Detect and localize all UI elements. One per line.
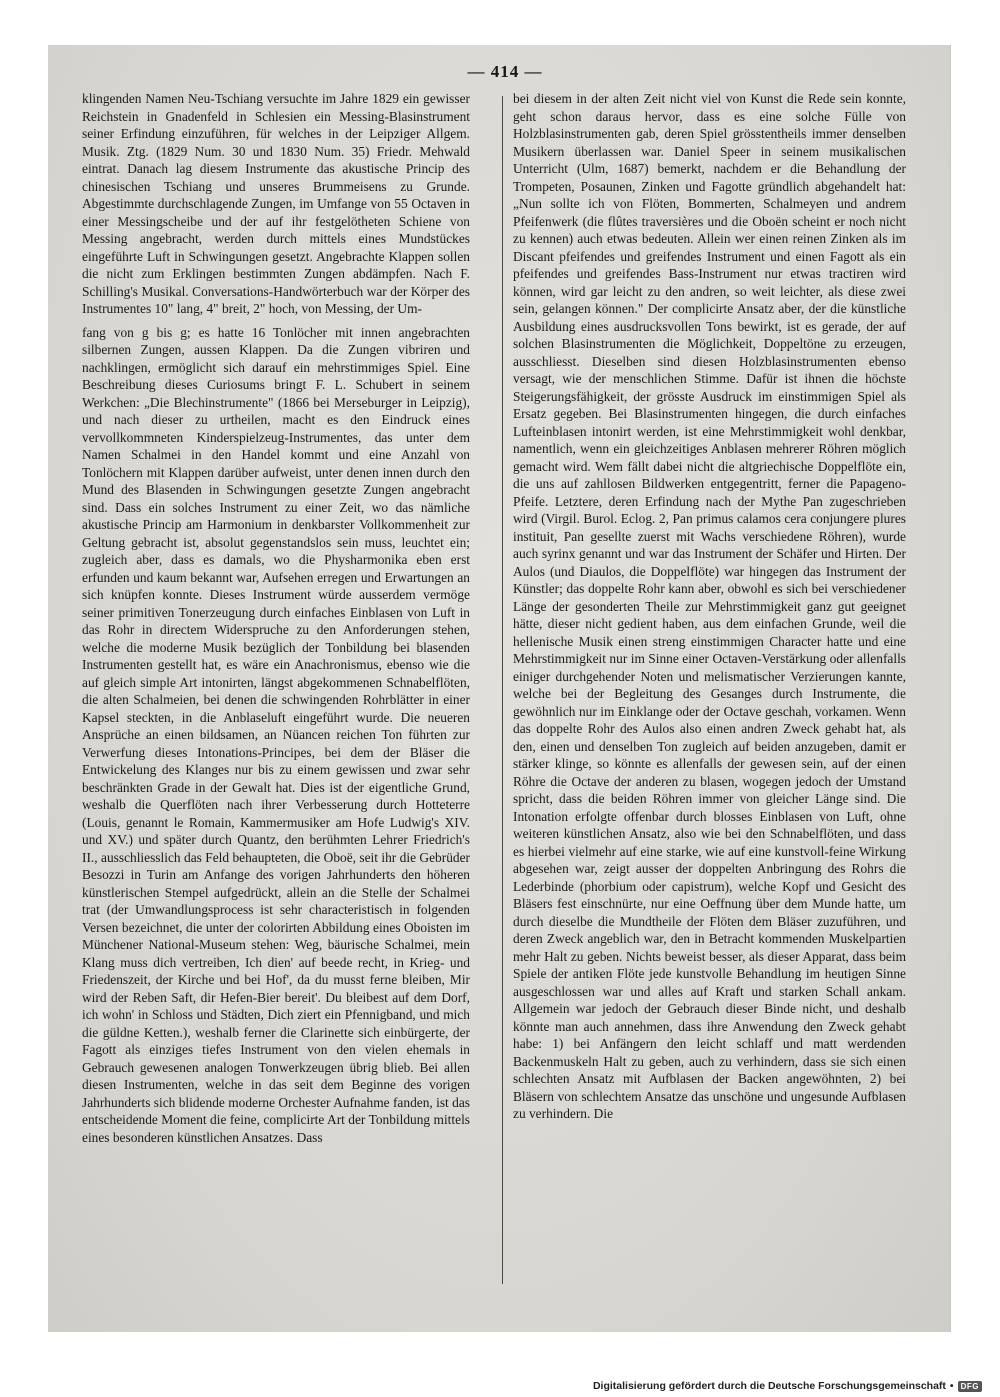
dfg-logo-icon: DFG	[958, 1381, 982, 1392]
page-number: — 414 —	[467, 62, 543, 81]
right-column	[513, 90, 906, 1123]
right-paragraph-1: bei diesem in der alten Zeit nicht viel von Kunst die Rede sein konnte, geht schon daraus hervor, dass es eine solche Fülle von Holzblasinstrumenten gab, deren Spiel grösstentheils immer denselben Musikern überlassen war. Daniel Speer in seinem musikalischen Unterricht (Ulm, 1687) bemerkt, nachdem er die Behandlung der Trompeten, Posaunen, Zinken und Fagotte gründlich abgehandelt hat: „Nun sollte ich von Flöten, Bommerten, Schalmeyen und andrem Pfeifenwerk (die flûtes traversières und die Oboën scheint er noch nicht zu kennen) auch etwas bedeuten. Allein wer einen reinen Zinken als im Discant pfeifendes und greifendes Instrument und einen Fagott als ein pfeifendes und greifendes Bass-Instrument nur etwas tractiren wird können, wird gar leicht zu den andren, so weit leichter, als diese zwei sein, gelangen können." Der complicirte Ansatz aber, der die künstliche Ausbildung eines ausdrucksvollen Tons bewirkt, ist es gerade, der auf solchen Blasinstrumenten die Möglichkeit, Doppeltöne zu erzeugen, ausschliesst. Dieselben sind diesen Holzblasinstrumenten ebenso versagt, wie der menschlichen Stimme. Dafür ist ihnen die höchste Steigerungsfähigkeit, der grösste Ausdruck im einstimmigen Spiel als Ersatz gegeben. Bei Blasinstrumenten hingegen, die durch einfaches Lufteinblasen intonirt werden, ist eine Mehrstimmigkeit wohl denkbar, namentlich, wenn ein gleichzeitiges Anblasen mehrerer Röhren möglich gemacht wird. Wem fällt dabei nicht die altgriechische Doppelflöte ein, die uns auf zahllosen Bildwerken entgegentritt, ferner die Papageno-Pfeife. Letztere, deren Erfindung nach der Mythe Pan zugeschrieben wird (Virgil. Burol. Eclog. 2, Pan primus calamos cera conjungere plures instituit, Pan gesellte zuerst mit Wachs verschiedene Röhren), wurde auch syrinx genannt und war das Instrument der Schäfer und Hirten. Der Aulos (und Diaulos, die Doppelflöte) war hingegen das Instrument der Künstler; das doppelte Rohr kann aber, obwohl es sich bei verschiedener Länge der gesonderten Theile zur Mehrstimmigkeit ganz gut geeignet hätte, dieser nicht gedient haben, aus dem einfachen Grunde, weil die hellenische Musik einen streng einstimmigen Character hatte und eine Mehrstimmigkeit nur im Sinne einer Octaven-Verstärkung oder allenfalls einiger durchgehender Noten und melismatischer Verzierungen kannte, welche bei der Begleitung des Gesanges durch Instrumente, die gewöhnlich nur im Einklange oder der Octave geschah, vorkamen. Wenn das doppelte Rohr des Aulos also einen andren Zweck gehabt hat, als den, einen und denselben Ton zugleich auf beiden anzugeben, damit er stärker klinge, so könnte es allenfalls der gewesen sein, auf der einen Röhre die Octave der anderen zu blasen, wogegen jedoch der Umstand spricht, dass die beiden Röhren immer von gleicher Länge sind. Die Intonation erfolgte offenbar durch blosses Einblasen von Luft, ohne weiteren künstlichen Ansatz, also wie bei den Schnabelflöten, und dass es hierbei vielmehr auf eine starke, wie auf eine kunstvoll-feine Wirkung abgesehen war, zeigt ausser der doppelten Anbringung des Rohrs die Lederbinde (phorbium oder capistrum), welche Kopf und Gesicht des Bläsers fest einschnürte, nur eine Oeffnung über dem Munde hatte, um durch dieselbe die Mundtheile der Flöten dem Bläser zuzuführen, und deren Zweck angeblich war, den in Betracht kommenden Muskelpartien mehr Halt zu geben. Nichts beweist besser, als dieser Apparat, dass beim Spiele der antiken Flöte jede kunstvolle Behandlung im heutigen Sinne ausgeschlossen war und alles auf Kraft und starken Schall ankam. Allgemein war jedoch der Gebrauch dieser Binde nicht, und deshalb könnte man auch annehmen, dass ihre Anwendung den Zweck gehabt habe: 1) bei Anfängern den leicht schlaff und matt werdenden Backenmuskeln Halt zu geben, auch zu verhindern, dass sie sich einen schlechten Ansatz mit Aufblasen der Backen angewöhnten, 2) bei Bläsern von schlechtem Ansatze das unschöne und ungesunde Aufblasen zu verhindern. Die	[513, 91, 906, 1121]
footer-separator: •	[949, 1380, 954, 1392]
left-paragraph-1: klingenden Namen Neu-Tschiang versuchte im Jahre 1829 ein gewisser Reichstein in Gnadenfeld in Schlesien ein Messing-Blasinstrument seiner Erfindung einzuführen, für welches in der Leipziger Allgem. Musik. Ztg. (1829 Num. 30 und 1830 Num. 35) Friedr. Mehwald eintrat. Danach lag diesem Instrumente das akustische Princip des chinesischen Tschiang und unseres Brummeisens zu Grunde. Abgestimmte durchschlagende Zungen, im Umfange von 55 Octaven in einer Messingscheibe und der auf ihr festgelötheten Schiene von Messing angebracht, werden durch mittels eines Mundstückes eingeführte Luft in Schwingungen gesetzt. Angebrachte Klappen sollen die nicht zum Erklingen bestimmten Zungen abdämpfen. Nach F. Schilling's Musikal. Conversations-Handwörterbuch war der Körper des Instrumentes 10" lang, 4" breit, 2" hoch, von Messing, der Um-	[82, 91, 470, 316]
footer-credit: Digitalisierung gefördert durch die Deutsche Forschungsgemeinschaft	[592, 1380, 946, 1392]
footer	[593, 1380, 982, 1392]
left-paragraph-2: fang von g bis g; es hatte 16 Tonlöcher mit innen angebrachten silbernen Zungen, aussen Klappen. Da die Zungen vibriren und nachklingen, ermöglicht sich darauf ein mehrstimmiges Spiel. Eine Beschreibung dieses Curiosums bringt F. L. Schubert in seinem Werkchen: „Die Blechinstrumente" (1866 bei Merseburger in Leipzig), und nach dieser zu urtheilen, macht es den Eindruck eines vervollkommneten Kinderspielzeug-Instrumentes, das unter dem Namen Schalmei in den Handel kommt und eine Anzahl von Tonlöchern mit Klappen darüber aufweist, unter denen innen durch den Mund des Blasenden in Schwingungen gesetzte Zungen angebracht sind. Dass ein solches Instrument zu einer Zeit, wo das nämliche akustische Princip am Harmonium in denkbarster Vollkommenheit zur Geltung gebracht ist, absolut gegenstandslos sein muss, leuchtet ein; zugleich aber, dass es damals, wo die Physharmonika eben erst erfunden und kaum bekannt war, Aufsehen erregen und Erwartungen an sich knüpfen konnte. Dieses Instrument würde ausserdem vermöge seiner primitiven Tonerzeugung durch einfaches Einblasen von Luft in das Rohr in directem Widerspruche zu den Anforderungen stehen, welche die moderne Musik bezüglich der Tonbildung bei blasenden Instrumenten gestellt hat, es wäre ein Anachronismus, ebenso wie die auf gleich simple Art intonirten, längst abgekommenen Schnabelflöten, die alten Schalmeien, bei denen die schwingenden Rohrblätter in einer Kapsel steckten, in die Anblaseluft eingeführt wurde. Die neueren Ansprüche an einen bildsamen, an Nüancen reichen Ton führten zur Verwerfung dieses Intonations-Principes, bei dem der Bläser die Entwickelung des Klanges nur bis zu einem gewissen und zwar sehr beschränkten Grade in der Gewalt hat. Dies ist der eigentliche Grund, weshalb die Querflöten nach ihrer Verbesserung durch Hotteterre (Louis, genannt le Romain, Kammermusiker am Hofe Ludwig's XIV. und XV.) und später durch Quantz, den berühmten Lehrer Friedrich's II., ausschliesslich das Feld behaupteten, die Oboë, seit ihr die Gebrüder Besozzi in Turin am Anfange des vorigen Jahrhunderts den höheren künstlerischen Stempel aufgedrückt, allein an die Stelle der Schalmei trat (der Umwandlungsprocess ist sehr characteristisch in folgenden Versen bezeichnet, die unter der colorirten Abbildung eines Oboisten im Münchener National-Museum stehen: Weg, bäurische Schalmei, mein Klang muss dich vertreiben, Ich dien' auf beede recht, in Krieg- und Friedenszeit, der Kirche und bei Hof', da du musst ferne bleiben, Mir wird der Reben Saft, dir Hefen-Bier bereit'. Du bleibest auf dem Dorf, ich wohn' in Schloss und Städten, Dich ziert ein Pfennigband, und mich die güldne Ketten.), weshalb ferner die Clarinette sich einbürgerte, der Fagott als einziges tiefes Instrument von den vielen ehemals in Gebrauch gewesenen analogen Tonwerkzeugen übrig blieb. Bei allen diesen Instrumenten, welche in das seit dem Beginne des vorigen Jahrhunderts sich blidende moderne Orchester Aufnahme fanden, ist das entscheidende Moment die feine, complicirte Art der Tonbildung mittels eines besonderen künstlichen Ansatzes. Dass	[82, 324, 470, 1145]
column-divider	[502, 96, 503, 1284]
left-column	[82, 90, 470, 1146]
